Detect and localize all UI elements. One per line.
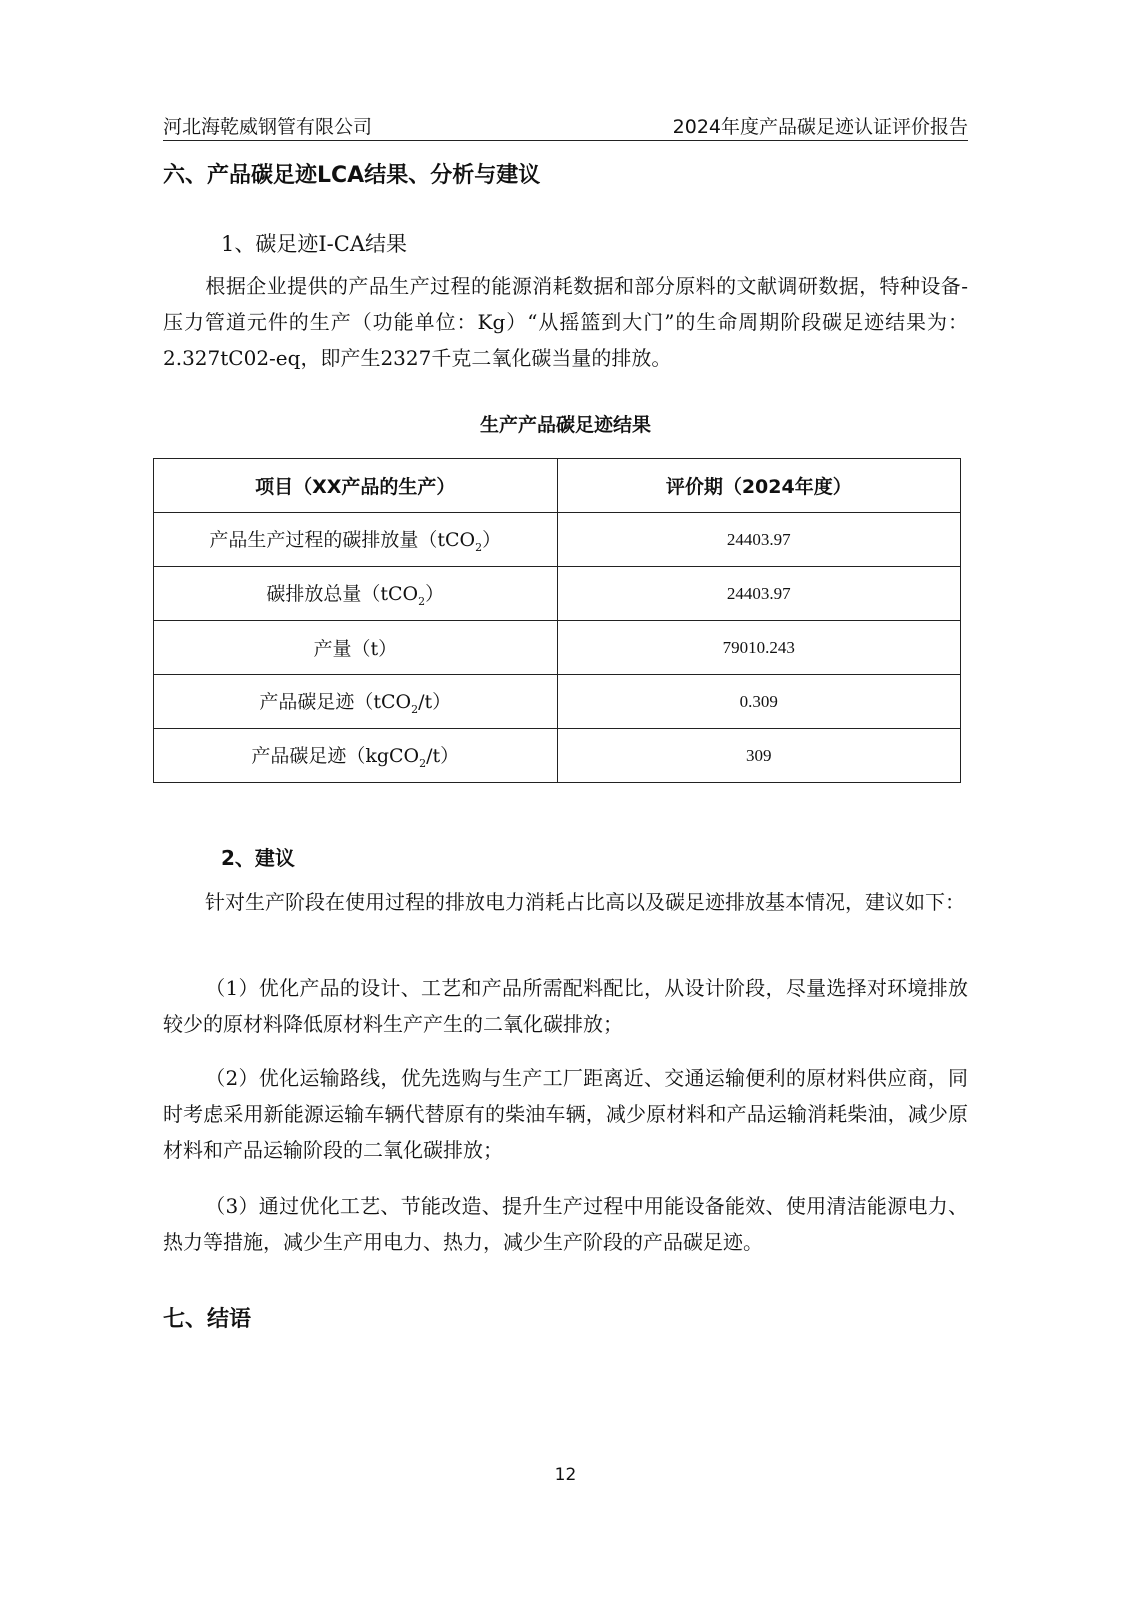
table-header-row (154, 459, 961, 513)
section-6-heading: 六、产品碳足迹LCA结果、分析与建议 (163, 163, 541, 188)
table-header-period: 评价期（2024年度） (557, 459, 960, 513)
table-row (154, 729, 961, 783)
row-label: 产量（t） (154, 621, 558, 675)
carbon-footprint-table (153, 458, 961, 783)
suggestion-item: （2）优化运输路线，优先选购与生产工厂距离近、交通运输便利的原材料供应商，同时考虑采用新能源运输车辆代替原有的柴油车辆，减少原材料和产品运输消耗柴油，减少原材料和产品运输阶段的二氧化碳排放； (163, 1066, 968, 1162)
table-row (154, 621, 961, 675)
table-row (154, 567, 961, 621)
section-7-heading: 七、结语 (163, 1307, 252, 1332)
table-row (154, 513, 961, 567)
subsection-2-heading: 2、建议 (221, 846, 295, 870)
subsection-1-text: 根据企业提供的产品生产过程的能源消耗数据和部分原料的文献调研数据，特种设备-压力管道元件的生产（功能单位：Kg）“从摇篮到大门”的生命周期阶段碳足迹结果为：2.327tC02-eq，即产生2327千克二氧化碳当量的排放。 (163, 274, 968, 370)
row-value: 309 (557, 729, 960, 783)
row-label: 碳排放总量（tCO$_2$） (154, 567, 558, 621)
subsection-2-intro: 针对生产阶段在使用过程的排放电力消耗占比高以及碳足迹排放基本情况，建议如下： (205, 890, 965, 914)
row-label: 产品生产过程的碳排放量（tCO$_2$） (154, 513, 558, 567)
row-value: 24403.97 (557, 567, 960, 621)
subsection-1-heading: 1、碳足迹I-CA结果 (221, 232, 407, 256)
row-label: 产品碳足迹（tCO$_2$/t） (154, 675, 558, 729)
row-value: 0.309 (557, 675, 960, 729)
page-number: 12 (554, 1465, 577, 1485)
suggestion-item: （1）优化产品的设计、工艺和产品所需配料配比，从设计阶段，尽量选择对环境排放较少的原材料降低原材料生产产生的二氧化碳排放； (163, 976, 968, 1036)
subsection-1-paragraph (163, 268, 968, 376)
row-label: 产品碳足迹（kgCO$_2$/t） (154, 729, 558, 783)
table-header-item: 项目（XX产品的生产） (154, 459, 558, 513)
header-company: 河北海乾威钢管有限公司 (163, 116, 373, 138)
page-header (163, 112, 968, 142)
header-divider (163, 140, 968, 141)
row-value: 24403.97 (557, 513, 960, 567)
table-title: 生产产品碳足迹结果 (479, 414, 651, 436)
table-row (154, 675, 961, 729)
header-report-title: 2024年度产品碳足迹认证评价报告 (672, 116, 968, 138)
suggestion-item: （3）通过优化工艺、节能改造、提升生产过程中用能设备能效、使用清洁能源电力、热力等措施，减少生产用电力、热力，减少生产阶段的产品碳足迹。 (163, 1194, 968, 1254)
row-value: 79010.243 (557, 621, 960, 675)
